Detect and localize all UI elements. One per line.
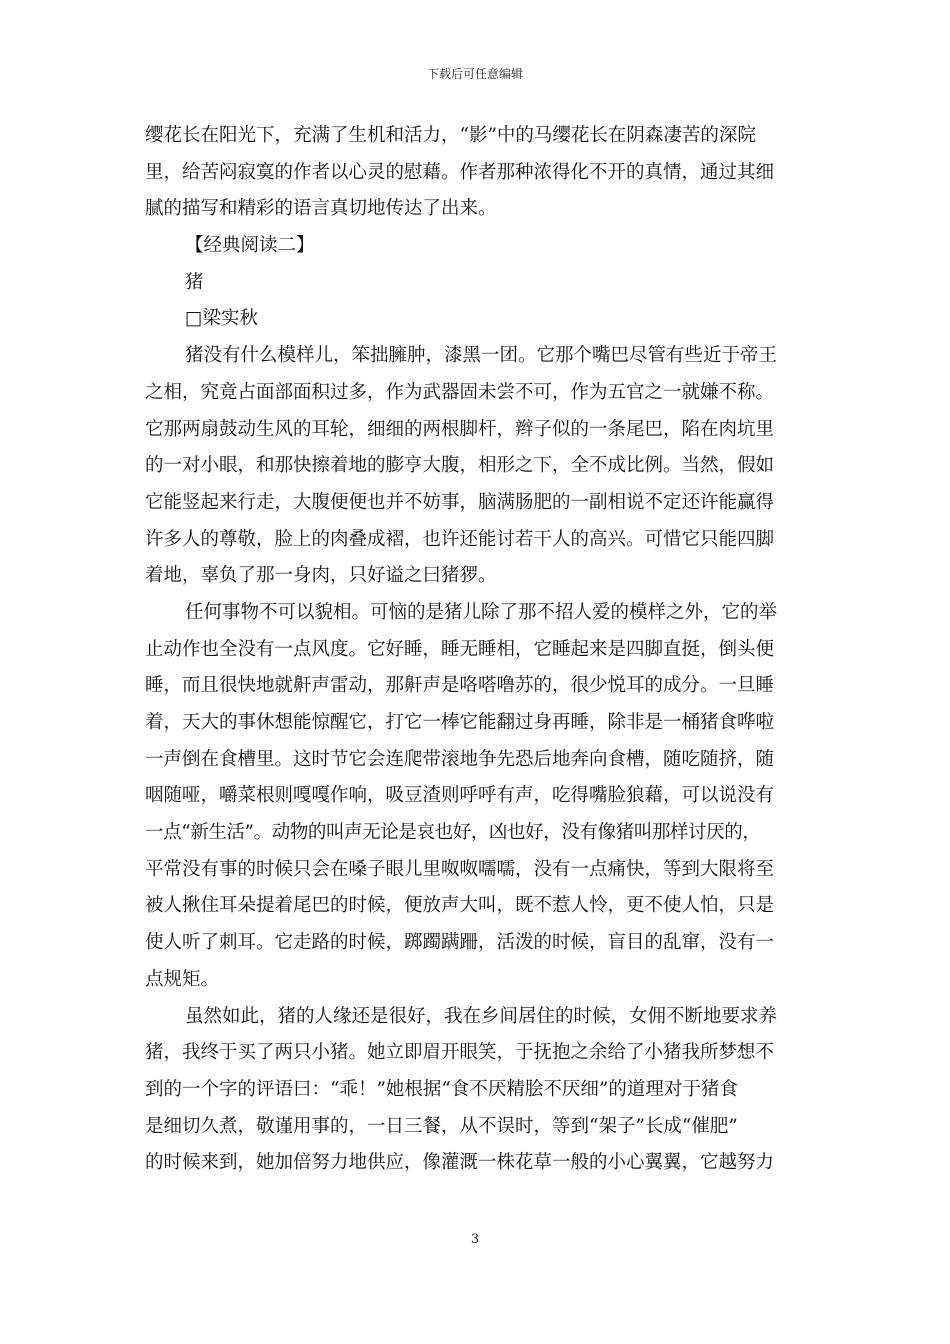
text-line: 止动作也全没有一点风度。它好睡，睡无睡相，它睡起来是四脚直挺，倒头便 — [145, 638, 775, 660]
text-line: 使人听了刺耳。它走路的时候，踯躅蹒跚，活泼的时候，盲目的乱窜，没有一 — [145, 932, 775, 954]
text-line: 任何事物不可以貌相。可恼的是猪儿除了那不招人爱的模样之外，它的举 — [185, 601, 778, 623]
text-line: 平常没有事的时候只会在嗓子眼儿里呶呶嚅嚅，没有一点痛快，等到大限将至 — [145, 858, 775, 880]
article-title: 猪 — [185, 271, 204, 293]
text-line: 一点“新生活”。动物的叫声无论是哀也好，凶也好，没有像猪叫那样讨厌的， — [145, 822, 761, 844]
text-line: 是细切久煮，敬谨用事的，一日三餐，从不误时，等到“架子”长成“催肥” — [145, 1115, 738, 1137]
text-line: 腻的描写和精彩的语言真切地传达了出来。 — [145, 198, 497, 220]
text-line: 它能竖起来行走，大腹便便也并不妨事，脑满肠肥的一副相说不定还许能赢得 — [145, 491, 775, 513]
text-line: 里，给苦闷寂寞的作者以心灵的慰藉。作者那种浓得化不开的真情，通过其细 — [145, 161, 775, 183]
document-body — [145, 118, 805, 1182]
text-line: 的一对小眼，和那快擦着地的膨亨大腹，相形之下，全不成比例。当然，假如 — [145, 455, 775, 477]
text-line: 着，天大的事休想能惊醒它，打它一棒它能翻过身再睡，除非是一桶猪食哗啦 — [145, 712, 775, 733]
page-header: 下载后可任意编辑 — [426, 67, 523, 81]
text-line: 咽随哑，嚼菜根则嘎嘎作响，吸豆渣则呼呼有声，吃得嘴脸狼藉，可以说没有 — [145, 785, 775, 807]
text-line: 被人揪住耳朵提着尾巴的时候，便放声大叫，既不惹人怜，更不使人怕，只是 — [145, 895, 775, 917]
text-line: 许多人的尊敬，脸上的肉叠成褶，也许还能讨若干人的高兴。可惜它只能四脚 — [145, 528, 775, 550]
text-line: 一声倒在食槽里。这时节它会连爬带滚地争先恐后地奔向食槽，随吃随挤，随 — [145, 748, 775, 770]
page-number: 3 — [470, 1232, 480, 1247]
section-heading: 【经典阅读二】 — [185, 235, 315, 257]
article-author: □梁实秋 — [185, 308, 258, 330]
text-line: 的时候来到，她加倍努力地供应，像灌溉一株花草一般的小心翼翼，它越努力 — [145, 1152, 775, 1174]
text-line: 睡，而且很快地就鼾声雷动，那鼾声是咯嗒噜苏的，很少悦耳的成分。一旦睡 — [145, 675, 775, 697]
text-line: 虽然如此，猪的人缘还是很好，我在乡间居住的时候，女佣不断地要求养 — [185, 1005, 778, 1027]
text-line: 着地，辜负了那一身肉，只好谥之曰猪猡。 — [145, 565, 497, 587]
text-line: 到的一个字的评语曰：“乖！”她根据“食不厌精脍不厌细”的道理对于猪食 — [145, 1078, 738, 1100]
text-line: 之相，究竟占面部面积过多，作为武器固未尝不可，作为五官之一就嫌不称。 — [145, 381, 775, 403]
text-line: 点规矩。 — [145, 968, 220, 990]
text-line: 缨花长在阳光下，充满了生机和活力，“影”中的马缨花长在阴森凄苦的深院 — [145, 125, 756, 146]
text-line: 猪，我终于买了两只小猪。她立即眉开眼笑，于抚抱之余给了小猪我所梦想不 — [145, 1042, 775, 1064]
text-line: 猪没有什么模样儿，笨拙臃肿，漆黑一团。它那个嘴巴尽管有些近于帝王 — [185, 345, 778, 367]
text-line: 它那两扇鼓动生风的耳轮，细细的两根脚杆，辫子似的一条尾巴，陷在肉坑里 — [145, 418, 775, 440]
